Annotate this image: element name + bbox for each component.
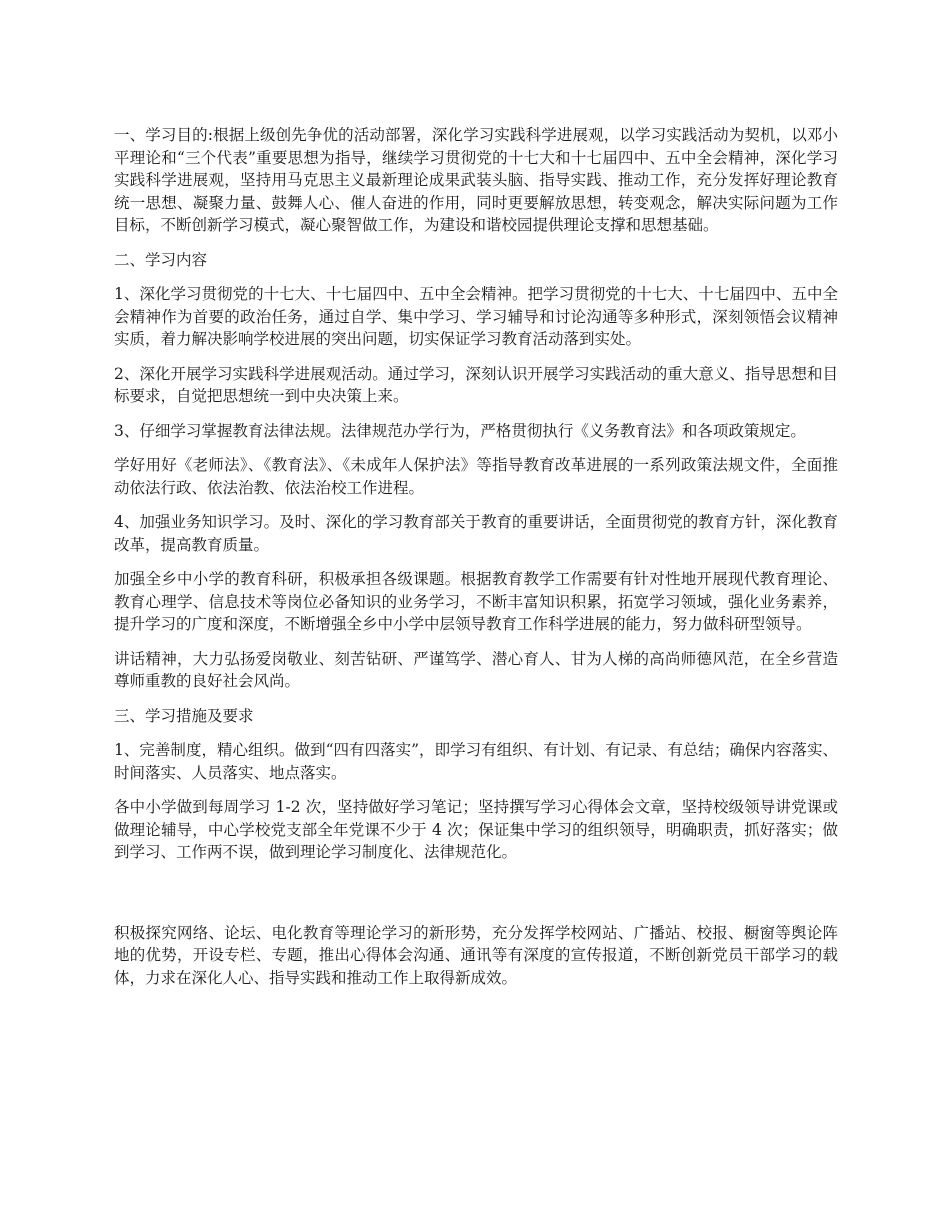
- paragraph-laws-study: 学好用好《老师法》、《教育法》、《未成年人保护法》等指导教育改革进展的一系列政策法规文件，全面推动依法行政、依法治教、依法治校工作进程。: [114, 456, 838, 497]
- paragraph-weekly-study: 各中小学做到每周学习 1-2 次，坚持做好学习笔记；坚持撰写学习心得体会文章，坚持校级领导讲党课或做理论辅导，中心学校党支部全年党课不少于 4 次；保证集中学习的组织领导，明确职责，抓好落实；做到学习、工作两不误，做到理论学习制度化、法律规范化。: [114, 798, 838, 861]
- paragraph-content-item-3: 3、仔细学习掌握教育法律法规。法律规范办学行为，严格贯彻执行《义务教育法》和各项政策规定。: [114, 421, 806, 440]
- paragraph-measure-item-1: 1、完善制度，精心组织。做到“四有四落实”，即学习有组织、有计划、有记录、有总结；确保内容落实、时间落实、人员落实、地点落实。: [114, 741, 838, 782]
- paragraph-content-item-2: 2、深化开展学习实践科学进展观活动。通过学习，深刻认识开展学习实践活动的重大意义、指导思想和目标要求，自觉把思想统一到中央决策上来。: [114, 364, 838, 405]
- paragraph-teacher-ethics: 讲话精神，大力弘扬爱岗敬业、刻苦钻研、严谨笃学、潜心育人、甘为人梯的高尚师德风范，在全乡营造尊师重教的良好社会风尚。: [114, 649, 838, 690]
- paragraph-content-item-4: 4、加强业务知识学习。及时、深化的学习教育部关于教育的重要讲话，全面贯彻党的教育方针，深化教育改革，提高教育质量。: [114, 513, 838, 554]
- paragraph-spacer: [114, 876, 838, 922]
- section-heading-learning-content: 二、学习内容: [114, 250, 208, 269]
- section-heading-measures: 三、学习措施及要求: [114, 706, 254, 725]
- paragraph-content-item-1: 1、深化学习贯彻党的十七大、十七届四中、五中全会精神。把学习贯彻党的十七大、十七届四中、五中全会精神作为首要的政治任务，通过自学、集中学习、学习辅导和讨论沟通等多种形式，深刻领悟会议精神实质，着力解决影响学校进展的突出问题，切实保证学习教育活动落到实处。: [114, 285, 838, 348]
- paragraph-education-research: 加强全乡中小学的教育科研，积极承担各级课题。根据教育教学工作需要有针对性地开展现代教育理论、教育心理学、信息技术等岗位必备知识的业务学习，不断丰富知识积累，拓宽学习领域，强化业务素养，提升学习的广度和深度，不断增强全乡中小学中层领导教育工作科学进展的能力，努力做科研型领导。: [114, 570, 838, 633]
- document-page: [114, 124, 838, 1001]
- paragraph-learning-purpose: 一、学习目的:根据上级创先争优的活动部署，深化学习实践科学进展观，以学习实践活动为契机，以邓小平理论和“三个代表”重要思想为指导，继续学习贯彻党的十七大和十七届四中、五中全会精神，深化学习实践科学进展观，坚持用马克思主义最新理论成果武装头脑、指导实践、推动工作，充分发挥好理论教育统一思想、凝聚力量、鼓舞人心、催人奋进的作用，同时更要解放思想，转变观念，解决实际问题为工作目标，不断创新学习模式，凝心聚智做工作，为建设和谐校园提供理论支撑和思想基础。: [114, 126, 838, 234]
- paragraph-network-study: 积极探究网络、论坛、电化教育等理论学习的新形势，充分发挥学校网站、广播站、校报、橱窗等舆论阵地的优势，开设专栏、专题，推出心得体会沟通、通讯等有深度的宣传报道，不断创新党员干部学习的载体，力求在深化人心、指导实践和推动工作上取得新成效。: [114, 923, 838, 987]
